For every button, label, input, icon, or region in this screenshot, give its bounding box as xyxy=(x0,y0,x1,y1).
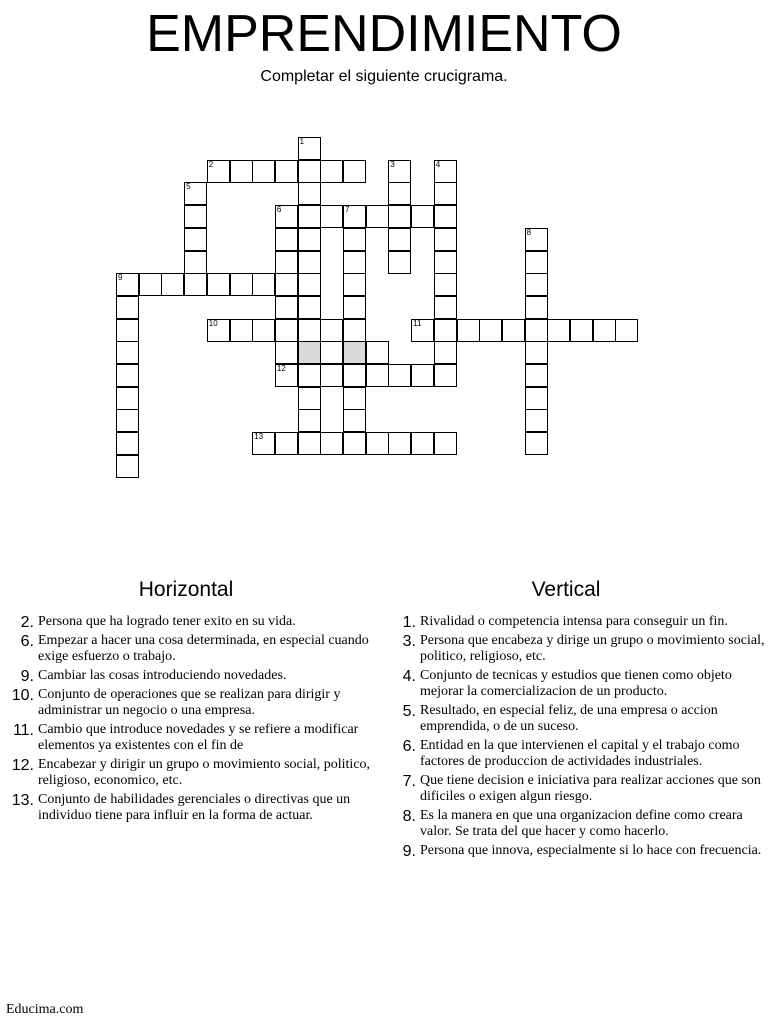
crossword-cell[interactable] xyxy=(457,319,480,342)
crossword-cell[interactable] xyxy=(275,296,298,319)
clue-number: 9. xyxy=(402,843,416,860)
crossword-cell[interactable] xyxy=(343,296,366,319)
crossword-cell[interactable] xyxy=(343,319,366,342)
crossword-cell[interactable] xyxy=(525,273,548,296)
crossword-cell[interactable] xyxy=(388,205,411,228)
crossword-cell[interactable] xyxy=(230,273,253,296)
crossword-cell[interactable] xyxy=(343,228,366,251)
crossword-cell[interactable] xyxy=(434,251,457,274)
vertical-clue xyxy=(382,738,768,770)
clue-number: 4 xyxy=(435,159,441,169)
crossword-cell[interactable] xyxy=(184,228,207,251)
clue-number: 4. xyxy=(402,668,416,685)
crossword-cell-7[interactable] xyxy=(343,205,366,228)
crossword-cell[interactable] xyxy=(275,341,298,364)
clue-number: 11 xyxy=(413,318,422,328)
crossword-cell[interactable] xyxy=(343,387,366,410)
clue-number: 7 xyxy=(345,205,350,215)
instructions: Completar el siguiente crucigrama. xyxy=(260,68,508,85)
clue-number: 13 xyxy=(254,432,264,442)
crossword-cell[interactable] xyxy=(479,319,502,342)
crossword-cell[interactable] xyxy=(184,205,207,228)
crossword-cell[interactable] xyxy=(343,273,366,296)
crossword-cell[interactable] xyxy=(116,409,139,432)
crossword-cell[interactable] xyxy=(320,319,343,342)
crossword-cell[interactable] xyxy=(434,432,457,455)
horizontal-clue xyxy=(0,614,384,630)
clue-number: 3. xyxy=(402,633,416,650)
horizontal-clue xyxy=(0,687,384,719)
crossword-cell[interactable] xyxy=(275,432,298,455)
clue-number: 10 xyxy=(208,318,218,328)
crossword-cell[interactable] xyxy=(252,319,275,342)
clue-text: Resultado, en especial feliz, de una empresa o accion emprendida, o de un suceso. xyxy=(420,703,718,734)
clue-number: 10. xyxy=(11,687,34,704)
clue-number: 7. xyxy=(402,773,416,790)
crossword-cell[interactable] xyxy=(388,364,411,387)
clue-number: 3 xyxy=(390,159,395,169)
crossword-cell[interactable] xyxy=(434,341,457,364)
crossword-cell[interactable] xyxy=(434,364,457,387)
crossword-cell[interactable] xyxy=(298,319,321,342)
clue-number: 9. xyxy=(20,668,34,685)
crossword-cell-2[interactable] xyxy=(207,160,230,183)
crossword-cell[interactable] xyxy=(298,182,321,205)
crossword-cell[interactable] xyxy=(525,432,548,455)
crossword-cell[interactable] xyxy=(343,364,366,387)
crossword-cell[interactable] xyxy=(139,273,162,296)
horizontal-clue xyxy=(0,757,384,789)
crossword-cell[interactable] xyxy=(116,319,139,342)
clue-number: 8 xyxy=(526,227,532,237)
crossword-cell[interactable] xyxy=(525,319,548,342)
crossword-cell[interactable] xyxy=(434,273,457,296)
crossword-cell[interactable] xyxy=(388,251,411,274)
crossword-cell[interactable] xyxy=(116,455,139,478)
crossword-cell[interactable] xyxy=(388,182,411,205)
crossword-cell[interactable] xyxy=(593,319,616,342)
crossword-cell[interactable] xyxy=(525,409,548,432)
crossword-cell-4[interactable] xyxy=(434,160,457,183)
crossword-cell[interactable] xyxy=(525,387,548,410)
crossword-cell[interactable] xyxy=(388,432,411,455)
clue-number: 5. xyxy=(402,703,416,720)
clue-number: 1 xyxy=(299,137,305,146)
crossword-cell[interactable] xyxy=(184,273,207,296)
crossword-cell[interactable] xyxy=(411,205,434,228)
crossword-cell[interactable] xyxy=(343,251,366,274)
crossword-grid xyxy=(0,0,768,500)
clue-number: 6 xyxy=(276,205,282,215)
crossword-cell[interactable] xyxy=(525,251,548,274)
horizontal-clue xyxy=(0,668,384,684)
crossword-cell[interactable] xyxy=(411,432,434,455)
crossword-cell[interactable] xyxy=(252,273,275,296)
crossword-cell[interactable] xyxy=(343,432,366,455)
clue-text: Persona que innova, especialmente si lo hace con frecuencia. xyxy=(420,843,762,858)
vertical-clue xyxy=(382,614,768,630)
crossword-cell[interactable] xyxy=(275,160,298,183)
crossword-cell[interactable] xyxy=(366,364,389,387)
crossword-cell[interactable] xyxy=(615,319,638,342)
crossword-cell-8[interactable] xyxy=(525,228,548,251)
clue-number: 12 xyxy=(276,364,286,373)
crossword-cell-9[interactable] xyxy=(116,273,139,296)
horizontal-clue xyxy=(0,633,384,665)
clue-number: 8. xyxy=(402,808,416,825)
horizontal-clue xyxy=(0,722,384,754)
page-title: EMPRENDIMIENTO xyxy=(146,5,622,63)
footer-source: Educima.com xyxy=(6,1002,84,1017)
clue-number: 2 xyxy=(208,159,214,169)
crossword-cell[interactable] xyxy=(343,160,366,183)
crossword-cell[interactable] xyxy=(502,319,525,342)
crossword-cell-11[interactable] xyxy=(411,319,434,342)
crossword-cell[interactable] xyxy=(275,319,298,342)
crossword-cell[interactable] xyxy=(411,364,434,387)
crossword-cell[interactable] xyxy=(298,409,321,432)
crossword-cell-3[interactable] xyxy=(388,160,411,183)
crossword-cell[interactable] xyxy=(116,296,139,319)
clue-number: 5 xyxy=(186,182,191,192)
clue-text: Encabezar y dirigir un grupo o movimiento social, politico, religioso, economico, etc. xyxy=(38,757,371,788)
clue-text: Empezar a hacer una cosa determinada, en especial cuando exige esfuerzo o trabajo. xyxy=(38,633,369,664)
vertical-clue-list xyxy=(382,614,768,862)
clue-number: 11. xyxy=(12,722,34,739)
crossword-cell[interactable] xyxy=(366,432,389,455)
crossword-cell[interactable] xyxy=(320,364,343,387)
crossword-cell[interactable] xyxy=(298,205,321,228)
clue-text: Persona que ha logrado tener exito en su vida. xyxy=(38,614,296,629)
crossword-cell[interactable] xyxy=(298,387,321,410)
clue-text: Cambio que introduce novedades y se refiere a modificar elementos ya existentes con el fin de xyxy=(38,722,359,753)
crossword-cell[interactable] xyxy=(434,296,457,319)
crossword-cell[interactable] xyxy=(434,205,457,228)
crossword-cell[interactable] xyxy=(116,432,139,455)
crossword-cell[interactable] xyxy=(298,341,321,364)
crossword-cell[interactable] xyxy=(298,296,321,319)
crossword-cell[interactable] xyxy=(343,341,366,364)
horizontal-clue-list xyxy=(0,614,384,827)
crossword-cell-1[interactable] xyxy=(298,137,321,160)
crossword-cell[interactable] xyxy=(434,182,457,205)
vertical-clue xyxy=(382,703,768,735)
clue-text: Es la manera en que una organizacion define como creara valor. Se trata del que hacer y como hacerlo. xyxy=(420,808,743,839)
clue-text: Conjunto de habilidades gerenciales o directivas que un individuo tiene para influir en la forma de actuar. xyxy=(38,792,351,823)
vertical-clue xyxy=(382,773,768,805)
vertical-clue xyxy=(382,668,768,700)
crossword-cell[interactable] xyxy=(298,160,321,183)
crossword-cell-13[interactable] xyxy=(252,432,275,455)
vertical-heading: Vertical xyxy=(531,578,601,601)
crossword-cell[interactable] xyxy=(298,228,321,251)
vertical-clue xyxy=(382,843,768,859)
clue-number: 1. xyxy=(402,614,416,631)
crossword-cell[interactable] xyxy=(275,251,298,274)
clue-text: Conjunto de tecnicas y estudios que tienen como objeto mejorar la comercializacion de un producto. xyxy=(420,668,732,699)
crossword-cell[interactable] xyxy=(298,432,321,455)
clue-number: 13. xyxy=(11,792,34,809)
crossword-cell[interactable] xyxy=(207,273,230,296)
crossword-cell-6[interactable] xyxy=(275,205,298,228)
crossword-cell[interactable] xyxy=(230,319,253,342)
crossword-cell[interactable] xyxy=(230,160,253,183)
crossword-cell[interactable] xyxy=(570,319,593,342)
crossword-cell[interactable] xyxy=(320,160,343,183)
crossword-cell-12[interactable] xyxy=(275,364,298,387)
crossword-cell-5[interactable] xyxy=(184,182,207,205)
clue-number: 2. xyxy=(20,614,34,631)
crossword-cell[interactable] xyxy=(116,341,139,364)
crossword-cell[interactable] xyxy=(116,364,139,387)
crossword-cell[interactable] xyxy=(298,251,321,274)
crossword-cell[interactable] xyxy=(525,296,548,319)
clue-text: Cambiar las cosas introduciendo novedades. xyxy=(38,668,287,683)
crossword-cell[interactable] xyxy=(525,364,548,387)
clue-text: Rivalidad o competencia intensa para conseguir un fin. xyxy=(420,614,728,629)
crossword-cell[interactable] xyxy=(388,228,411,251)
clue-number: 12. xyxy=(11,757,34,774)
clue-text: Persona que encabeza y dirige un grupo o movimiento social, politico, religioso, etc. xyxy=(420,633,765,664)
crossword-cell[interactable] xyxy=(366,341,389,364)
clue-number: 6. xyxy=(20,633,34,650)
vertical-clue xyxy=(382,808,768,840)
crossword-cell-10[interactable] xyxy=(207,319,230,342)
crossword-cell[interactable] xyxy=(320,432,343,455)
crossword-cell[interactable] xyxy=(116,387,139,410)
crossword-cell[interactable] xyxy=(366,205,389,228)
crossword-cell[interactable] xyxy=(184,251,207,274)
vertical-clue xyxy=(382,633,768,665)
clue-text: Entidad en la que intervienen el capital y el trabajo como factores de produccion de actividades industriales. xyxy=(420,738,740,769)
crossword-cell[interactable] xyxy=(320,205,343,228)
clue-text: Que tiene decision e iniciativa para realizar acciones que son dificiles o exigen algun riesgo. xyxy=(420,773,761,804)
crossword-cell[interactable] xyxy=(320,341,343,364)
crossword-cell[interactable] xyxy=(298,273,321,296)
crossword-cell[interactable] xyxy=(161,273,184,296)
clue-number: 9 xyxy=(118,273,123,283)
clue-number: 6. xyxy=(402,738,416,755)
crossword-cell[interactable] xyxy=(252,160,275,183)
clue-text: Conjunto de operaciones que se realizan para dirigir y administrar un negocio o una empresa. xyxy=(38,687,341,718)
crossword-cell[interactable] xyxy=(298,364,321,387)
crossword-cell[interactable] xyxy=(275,228,298,251)
horizontal-heading: Horizontal xyxy=(138,578,234,601)
horizontal-clue xyxy=(0,792,384,824)
crossword-cell[interactable] xyxy=(275,273,298,296)
crossword-cell[interactable] xyxy=(525,341,548,364)
crossword-cell[interactable] xyxy=(434,319,457,342)
crossword-cell[interactable] xyxy=(434,228,457,251)
crossword-cell[interactable] xyxy=(343,409,366,432)
crossword-cell[interactable] xyxy=(547,319,570,342)
